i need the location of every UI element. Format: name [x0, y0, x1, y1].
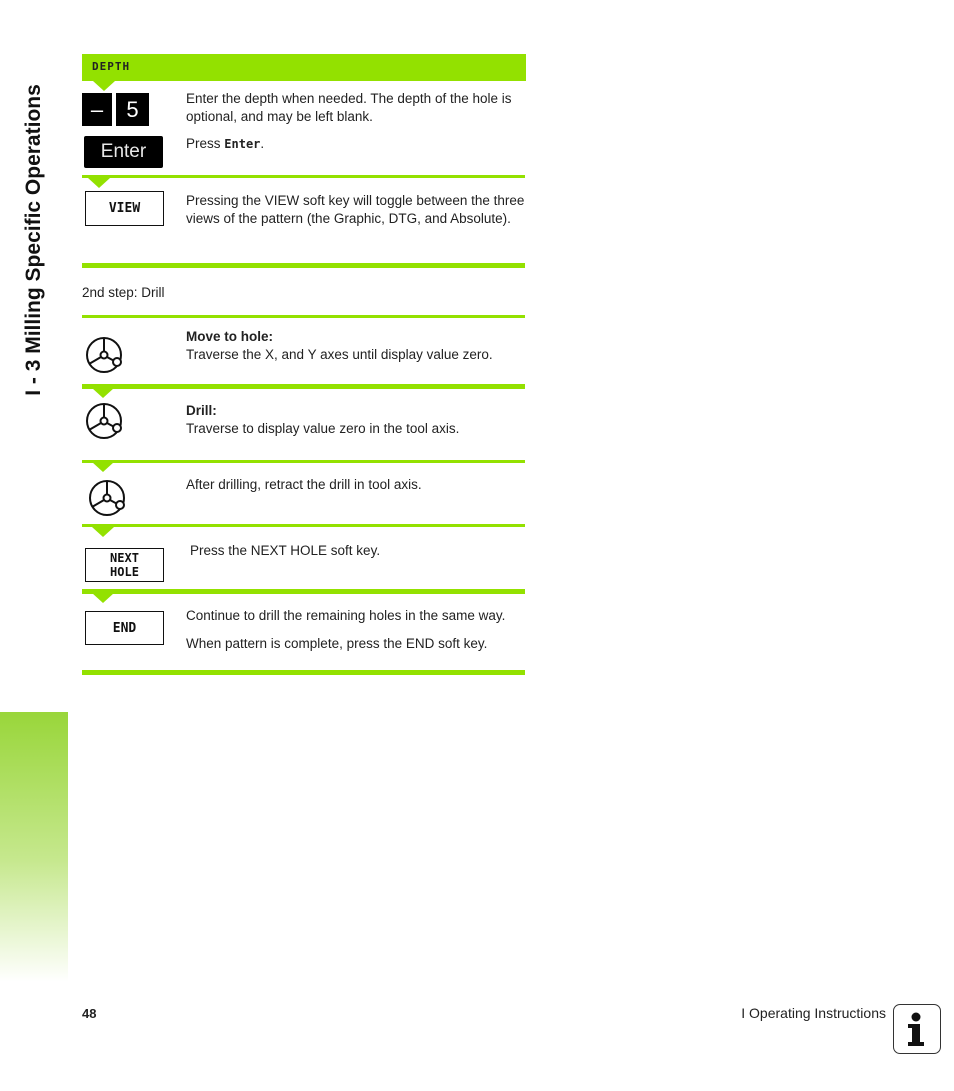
handwheel-icon [87, 478, 129, 520]
press-enter-text: Press Enter. [186, 136, 265, 151]
handwheel-icon [84, 401, 126, 443]
notch [88, 178, 110, 188]
step-end-text: Continue to drill the remaining holes in the same way. [186, 608, 506, 623]
enter-inline-key: Enter [224, 137, 261, 151]
handwheel-icon [84, 335, 126, 377]
step2-label: 2nd step: Drill [82, 285, 165, 300]
step-next-hole: Press the NEXT HOLE soft key. [190, 543, 381, 558]
five-key[interactable]: 5 [116, 93, 149, 126]
page-number: 48 [82, 1006, 97, 1021]
section-divider [82, 263, 525, 268]
step-drill [186, 402, 526, 438]
notch [92, 388, 114, 398]
depth-description: Enter the depth when needed. The depth of the hole is optional, and may be left blank. [186, 91, 512, 124]
section-divider [82, 460, 525, 463]
chapter-title: I - 3 Milling Specific Operations [22, 84, 45, 396]
step-end-text-2: When pattern is complete, press the END soft key. [186, 636, 488, 651]
notch [92, 593, 114, 603]
notch [92, 527, 114, 537]
step-title: Move to hole: [186, 329, 273, 344]
footer-chapter: I Operating Instructions [741, 1005, 886, 1021]
section-divider [82, 175, 525, 178]
next-hole-softkey[interactable]: NEXT HOLE [85, 548, 164, 582]
section-divider [82, 670, 525, 675]
info-icon [893, 1004, 941, 1054]
step-text: Traverse to display value zero in the tool axis. [186, 421, 460, 436]
step-retract: After drilling, retract the drill in tool axis. [186, 477, 422, 492]
section-divider [82, 589, 525, 594]
minus-key[interactable]: – [82, 93, 112, 126]
section-divider [82, 384, 525, 389]
step-text: Traverse the X, and Y axes until display value zero. [186, 347, 493, 362]
enter-key[interactable]: Enter [84, 136, 163, 168]
step-move-to-hole [186, 328, 526, 364]
section-divider [82, 524, 525, 527]
view-softkey[interactable]: VIEW [85, 191, 164, 226]
notch [92, 462, 114, 472]
step-title: Drill: [186, 403, 217, 418]
notch [93, 81, 115, 91]
depth-header [82, 54, 526, 81]
depth-header-label: DEPTH [92, 60, 131, 73]
side-tab [0, 712, 68, 982]
end-softkey[interactable]: END [85, 611, 164, 645]
view-description: Pressing the VIEW soft key will toggle between the three views of the pattern (the Graphic, DTG, and Absolute). [186, 193, 525, 226]
section-divider [82, 315, 525, 318]
